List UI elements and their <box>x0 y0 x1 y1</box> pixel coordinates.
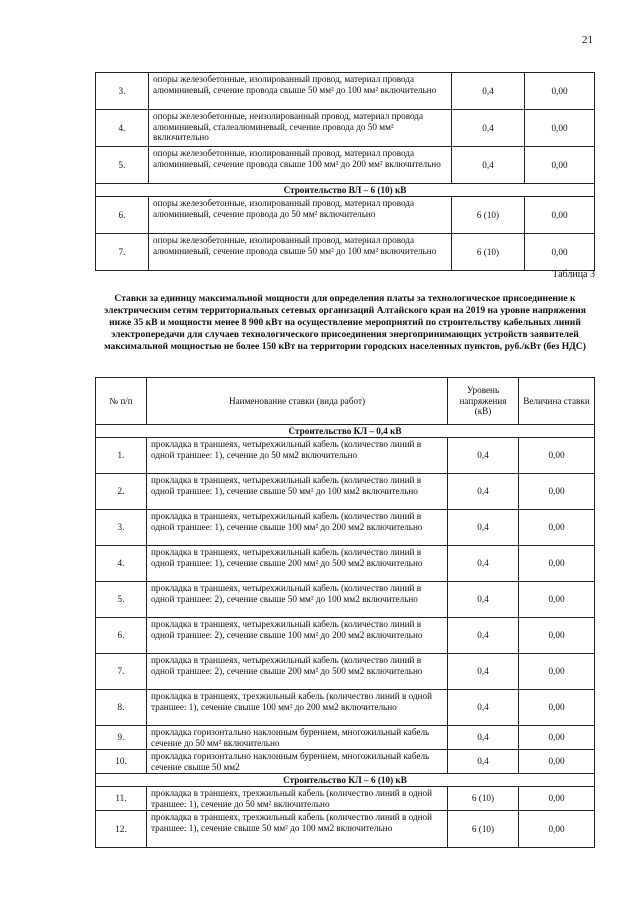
section-title: Строительство КЛ – 6 (10) кВ <box>96 774 595 787</box>
row-number: 3. <box>96 510 147 546</box>
rate-name: прокладка в траншеях, четырехжильный кабель (количество линий в одной траншее: 1), сечение свыше 50 мм² до 100 мм2 включительно <box>147 474 448 510</box>
rate-name: прокладка в траншеях, четырехжильный кабель (количество линий в одной траншее: 1), сечение до 50 мм2 включительно <box>147 438 448 474</box>
rate-name: прокладка горизонтально наклонным бурением, многожильный кабель сечение до 50 мм² включительно <box>147 726 448 750</box>
table-row <box>96 750 595 774</box>
header-rate: Величина ставки <box>519 378 595 425</box>
row-number: 3. <box>96 73 149 110</box>
voltage-level: 6 (10) <box>452 197 525 234</box>
row-number: 6. <box>96 197 149 234</box>
header-number: № п/п <box>96 378 147 425</box>
rate-value: 0,00 <box>525 147 595 184</box>
table-row <box>96 618 595 654</box>
table-row <box>96 197 595 234</box>
voltage-level: 0,4 <box>448 438 519 474</box>
row-number: 2. <box>96 474 147 510</box>
rate-value: 0,00 <box>519 438 595 474</box>
rate-value: 0,00 <box>519 582 595 618</box>
rate-value: 0,00 <box>519 726 595 750</box>
rate-name: прокладка в траншеях, четырехжильный кабель (количество линий в одной траншее: 2), сечение свыше 50 мм² до 100 мм2 включительно <box>147 582 448 618</box>
voltage-level: 0,4 <box>448 750 519 774</box>
section-row <box>96 184 595 197</box>
section-row <box>96 774 595 787</box>
row-number: 4. <box>96 546 147 582</box>
table-row <box>96 811 595 848</box>
row-number: 5. <box>96 147 149 184</box>
section-row <box>96 425 595 438</box>
table-label: Таблица 3 <box>552 269 595 280</box>
section-title: Строительство ВЛ – 6 (10) кВ <box>96 184 595 197</box>
table-row <box>96 110 595 147</box>
table-row <box>96 510 595 546</box>
table-row <box>96 654 595 690</box>
rate-name: опоры железобетонные, изолированный провод, материал провода алюминиевый, сечение провода свыше 50 мм² до 100 мм² включительно <box>149 73 452 110</box>
row-number: 4. <box>96 110 149 147</box>
table-row <box>96 438 595 474</box>
row-number: 1. <box>96 438 147 474</box>
rate-name: прокладка в траншеях, четырехжильный кабель (количество линий в одной траншее: 1), сечение свыше 200 мм² до 500 мм2 включительно <box>147 546 448 582</box>
rate-value: 0,00 <box>519 546 595 582</box>
voltage-level: 0,4 <box>448 582 519 618</box>
table-row <box>96 690 595 726</box>
table-row <box>96 582 595 618</box>
rate-value: 0,00 <box>519 474 595 510</box>
section-title: Строительство КЛ – 0,4 кВ <box>96 425 595 438</box>
table-row <box>96 474 595 510</box>
voltage-level: 0,4 <box>448 690 519 726</box>
table-row <box>96 546 595 582</box>
row-number: 5. <box>96 582 147 618</box>
voltage-level: 0,4 <box>448 546 519 582</box>
voltage-level: 0,4 <box>448 510 519 546</box>
rates-table <box>95 377 595 848</box>
rate-value: 0,00 <box>519 811 595 848</box>
table-row <box>96 726 595 750</box>
rate-name: прокладка в траншеях, трехжильный кабель (количество линий в одной траншее: 1), сечение свыше 100 мм² до 200 мм2 включительно <box>147 690 448 726</box>
rate-value: 0,00 <box>519 750 595 774</box>
rate-name: опоры железобетонные, неизолированный провод, материал провода алюминиевый, сталеалюминевый, сечение провода до 50 мм² включительно <box>149 110 452 147</box>
voltage-level: 0,4 <box>452 73 525 110</box>
row-number: 7. <box>96 654 147 690</box>
table-row <box>96 234 595 271</box>
rate-name: опоры железобетонные, изолированный провод, материал провода алюминиевый, сечение провода свыше 50 мм² до 100 мм² включительно <box>149 234 452 271</box>
row-number: 8. <box>96 690 147 726</box>
voltage-level: 6 (10) <box>448 811 519 848</box>
table-header-row <box>96 378 595 425</box>
voltage-level: 6 (10) <box>448 787 519 811</box>
rate-value: 0,00 <box>525 234 595 271</box>
rate-name: прокладка в траншеях, трехжильный кабель (количество линий в одной траншее: 1), сечение до 50 мм² включительно <box>147 787 448 811</box>
rate-value: 0,00 <box>525 73 595 110</box>
rate-name: прокладка в траншеях, трехжильный кабель (количество линий в одной траншее: 1), сечение свыше 50 мм² до 100 мм2 включительно <box>147 811 448 848</box>
voltage-level: 0,4 <box>448 654 519 690</box>
row-number: 9. <box>96 726 147 750</box>
rate-name: прокладка в траншеях, четырехжильный кабель (количество линий в одной траншее: 1), сечение свыше 100 мм² до 200 мм2 включительно <box>147 510 448 546</box>
rate-value: 0,00 <box>519 510 595 546</box>
table-row <box>96 73 595 110</box>
table-row <box>96 787 595 811</box>
rate-name: опоры железобетонные, изолированный провод, материал провода алюминиевый, сечение провода до 50 мм² включительно <box>149 197 452 234</box>
voltage-level: 0,4 <box>452 110 525 147</box>
header-name: Наименование ставки (вида работ) <box>147 378 448 425</box>
table-heading: Ставки за единицу максимальной мощности для определения платы за технологическое присоединение к электрическим сетям территориальных сетевых организаций Алтайского края на 2019 на уровне напряжения ниже 35 кВ и мощности менее 8 900 кВт на осуществление мероприятий по строительству кабельных линий электропередачи для случаев технологического присоединения энергопринимающих устройств заявителей максимальной мощностью не более 150 кВт на территории городских населенных пунктов, руб./кВт (без НДС) <box>104 293 586 352</box>
row-number: 11. <box>96 787 147 811</box>
voltage-level: 0,4 <box>452 147 525 184</box>
continuation-table <box>95 72 595 271</box>
rate-name: прокладка в траншеях, четырехжильный кабель (количество линий в одной траншее: 2), сечение свыше 200 мм² до 500 мм2 включительно <box>147 654 448 690</box>
voltage-level: 0,4 <box>448 618 519 654</box>
row-number: 6. <box>96 618 147 654</box>
rate-value: 0,00 <box>525 197 595 234</box>
rate-value: 0,00 <box>519 618 595 654</box>
rate-value: 0,00 <box>519 690 595 726</box>
row-number: 12. <box>96 811 147 848</box>
rate-value: 0,00 <box>519 654 595 690</box>
voltage-level: 0,4 <box>448 474 519 510</box>
voltage-level: 6 (10) <box>452 234 525 271</box>
row-number: 7. <box>96 234 149 271</box>
table-row <box>96 147 595 184</box>
rate-name: прокладка горизонтально наклонным бурением, многожильный кабель сечение свыше 50 мм2 <box>147 750 448 774</box>
row-number: 10. <box>96 750 147 774</box>
rate-name: опоры железобетонные, изолированный провод, материал провода алюминиевый, сечение провода свыше 100 мм² до 200 мм² включительно <box>149 147 452 184</box>
rate-value: 0,00 <box>525 110 595 147</box>
header-voltage: Уровень напряжения (кВ) <box>448 378 519 425</box>
rate-value: 0,00 <box>519 787 595 811</box>
rate-name: прокладка в траншеях, четырехжильный кабель (количество линий в одной траншее: 2), сечение свыше 100 мм² до 200 мм2 включительно <box>147 618 448 654</box>
page-number: 21 <box>582 34 593 46</box>
voltage-level: 0,4 <box>448 726 519 750</box>
